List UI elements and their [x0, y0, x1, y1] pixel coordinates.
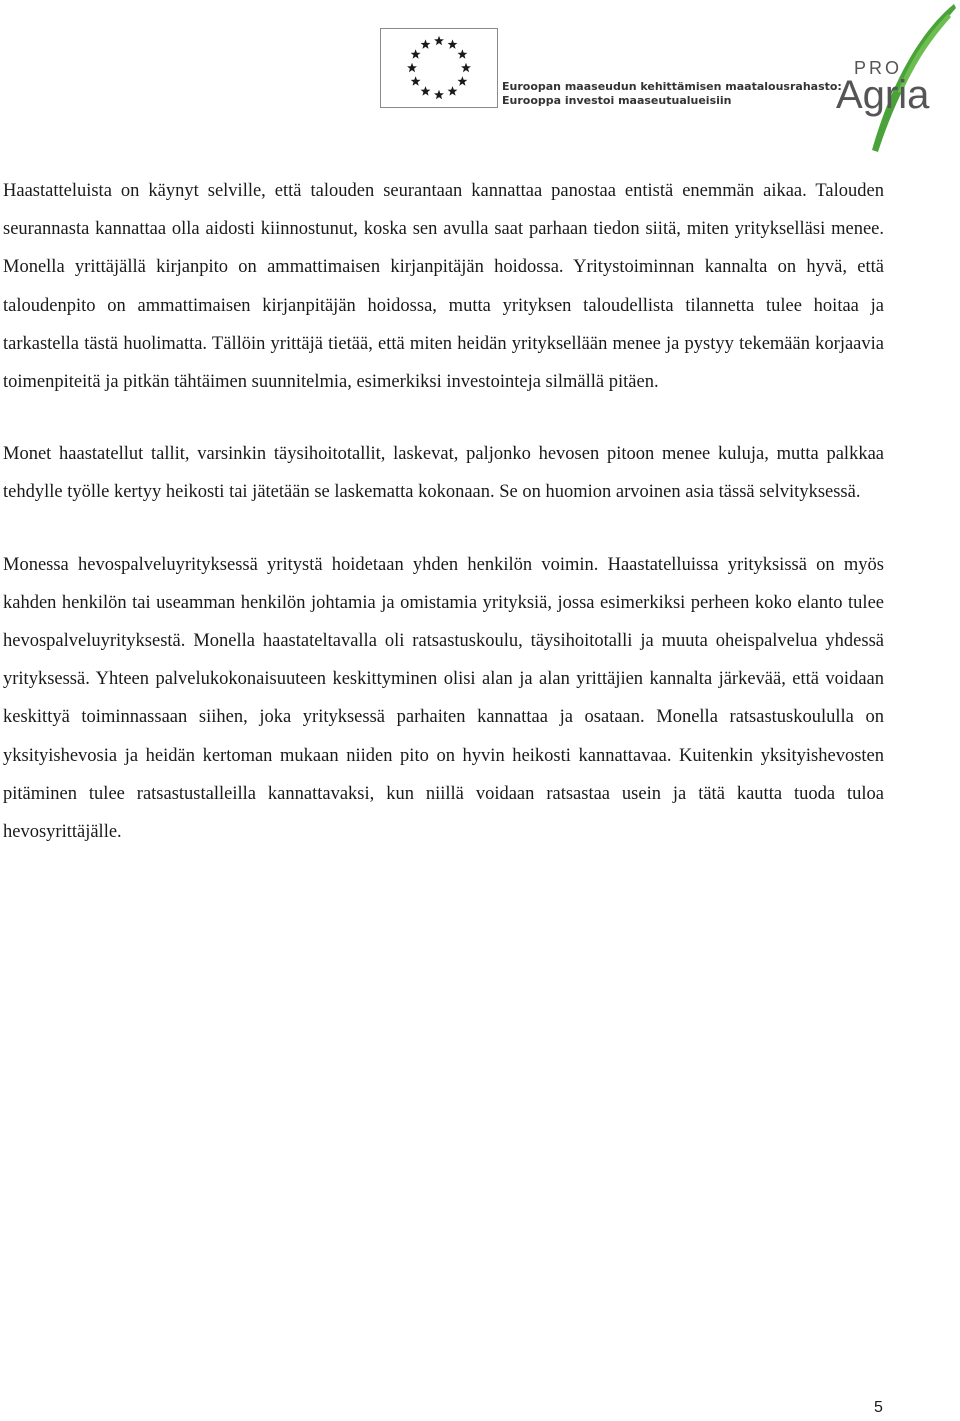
proagria-leaf-logo-icon	[832, 0, 960, 160]
document-body	[3, 172, 884, 885]
eu-star-icon	[434, 36, 444, 45]
paragraph: Monessa hevospalveluyrityksessä yritystä hoidetaan yhden henkilön voimin. Haastatelluissa yrityksissä on myös kahden henkilön tai useamman henkilön johtamia ja omistamia yrityksiä, jossa esimerkiksi perheen koko elanto tulee hevospalveluyrityksestä. Monella haastateltavalla oli ratsastuskoulu, täysihoitotalli ja muuta oheispalvelua yhdessä yrityksessä. Yhteen palvelukokonaisuuteen keskittyminen olisi alan ja alan yrittäjien kannalta järkevää, että voidaan keskittyä toiminnassaan siihen, joka yrityksessä parhaiten kannattaa ja osataan. Monella ratsastuskoululla on yksityishevosia ja heidän kertoman mukaan niiden pito on hyvin heikosti kannattavaa. Kuitenkin yksityishevosten pitäminen tulee ratsastustalleilla kannattavaksi, kun niillä voidaan ratsastaa usein ja tätä kautta tuoda tuloa hevosyrittäjälle.	[3, 554, 884, 843]
page-header	[0, 0, 960, 160]
eu-star-icon	[407, 63, 417, 72]
eu-fund-caption	[502, 80, 842, 108]
eu-rural-fund-logo	[380, 28, 842, 110]
eu-flag-icon	[380, 28, 498, 108]
eu-star-icon	[461, 63, 471, 72]
page-number: 5	[874, 1399, 883, 1416]
paragraph: Monet haastatellut tallit, varsinkin täysihoitotallit, laskevat, paljonko hevosen pitoon menee kuluja, mutta palkkaa tehdylle työlle kertyy heikosti tai jätetään se laskematta kokonaan. Se on huomion arvoinen asia tässä selvityksessä.	[3, 444, 884, 503]
eu-star-icon	[421, 86, 431, 95]
eu-star-icon	[457, 49, 467, 58]
eu-star-icon	[434, 90, 444, 99]
eu-star-icon	[457, 76, 467, 85]
paragraph: Haastatteluista on käynyt selville, että talouden seurantaan kannattaa panostaa entistä enemmän aikaa. Talouden seurannasta kannattaa olla aidosti kiinnostunut, koska sen avulla saat parhaan tiedon siitä, miten yritykselläsi menee. Monella yrittäjällä kirjanpito on ammattimaisen kirjanpitäjän hoidossa. Yritystoiminnan kannalta on hyvä, että taloudenpito on ammattimaisen kirjanpitäjän hoidossa, mutta yrityksen taloudellista tilannetta tulee hoitaa ja tarkastella tästä huolimatta. Tällöin yrittäjä tietää, että miten heidän yrityksellään menee ja pystyy tekemään korjaavia toimenpiteitä ja pitkän tähtäimen suunnitelmia, esimerkiksi investointeja silmällä pitäen.	[3, 181, 884, 393]
eu-star-icon	[411, 76, 421, 85]
proagria-pro-text: PRO	[854, 58, 903, 78]
proagria-logo	[832, 0, 960, 160]
eu-star-icon	[448, 86, 458, 95]
eu-fund-line-1: Euroopan maaseudun kehittämisen maatalousrahasto:	[502, 80, 842, 93]
eu-stars-circle-icon	[381, 29, 497, 107]
eu-star-icon	[448, 39, 458, 48]
eu-star-icon	[411, 49, 421, 58]
eu-star-icon	[421, 39, 431, 48]
eu-fund-line-2: Eurooppa investoi maaseutualueisiin	[502, 94, 732, 107]
proagria-agria-text: Agria	[836, 73, 930, 117]
